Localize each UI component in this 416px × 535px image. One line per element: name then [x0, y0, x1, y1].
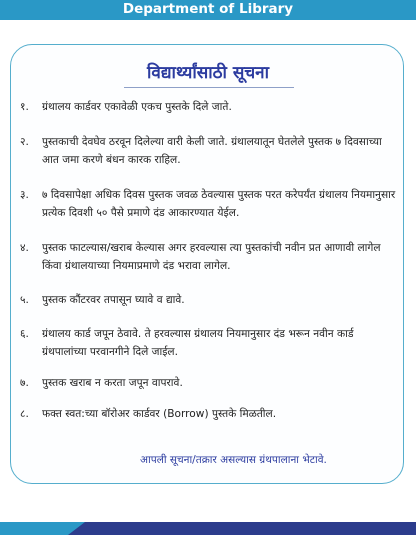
title-underline — [124, 87, 294, 88]
rule-text: ग्रंथालय कार्डवर एकावेळी एकच पुस्तके दिले जाते. — [42, 101, 232, 113]
rule-item-5 — [20, 291, 400, 309]
notice-title: विद्यार्थ्यांसाठी सूचना — [146, 63, 269, 83]
rule-text: पुस्तकाची देवघेव ठरवून दिलेल्या वारी केली जाते. ग्रंथालयातून घेतलेले पुस्तक ७ दिवसाच्या आत जमा करणे बंधन कारक राहिल. — [42, 136, 382, 166]
rule-item-7 — [20, 374, 400, 392]
rule-number: १. — [20, 101, 29, 113]
rule-number: ७. — [20, 377, 29, 389]
rule-text: फक्त स्वत:च्या बॉरोअर कार्डवर (Borrow) पुस्तके मिळतील. — [42, 408, 277, 420]
rule-text: ग्रंथालय कार्ड जपून ठेवावे. ते हरवल्यास ग्रंथालय नियमानुसार दंड भरून नवीन कार्ड ग्रंथपालांच्या परवानगीने दिले जाईल. — [42, 328, 354, 358]
rule-item-4 — [20, 239, 400, 275]
rule-item-2 — [20, 133, 400, 169]
rule-number: ८. — [20, 408, 29, 420]
department-title: Department of Library — [122, 1, 294, 17]
rule-number: ६. — [20, 328, 29, 340]
complaint-note: आपली सूचना/तक्रार असल्यास ग्रंथपालाना भेटावे. — [140, 454, 327, 466]
rule-text: पुस्तक कौंटरवर तपासून घ्यावे व द्यावे. — [42, 294, 185, 306]
rule-number: ३. — [20, 189, 29, 201]
rule-item-6 — [20, 325, 400, 361]
rule-text: ७ दिवसापेक्षा अधिक दिवस पुस्तक जवळ ठेवल्यास पुस्तक परत करेपर्यंत ग्रंथालय नियमानुसार प्रत्येक दिवशी ५० पैसे प्रमाणे दंड आकारण्यात येईल. — [42, 189, 396, 219]
rule-number: २. — [20, 136, 29, 148]
department-header — [0, 0, 416, 20]
rule-item-8 — [20, 405, 400, 423]
rule-item-3 — [20, 186, 400, 222]
rule-text: पुस्तक फाटल्यास/खराब केल्यास अगर हरवल्यास त्या पुस्तकांची नवीन प्रत आणावी लागेल किंवा ग्रंथालयाच्या नियमाप्रमाणे दंड भरावा लागेल. — [42, 242, 381, 272]
rule-item-1 — [20, 98, 400, 116]
rule-number: ५. — [20, 294, 29, 306]
rule-number: ४. — [20, 242, 29, 254]
rule-text: पुस्तक खराब न करता जपून वापरावे. — [42, 377, 183, 389]
